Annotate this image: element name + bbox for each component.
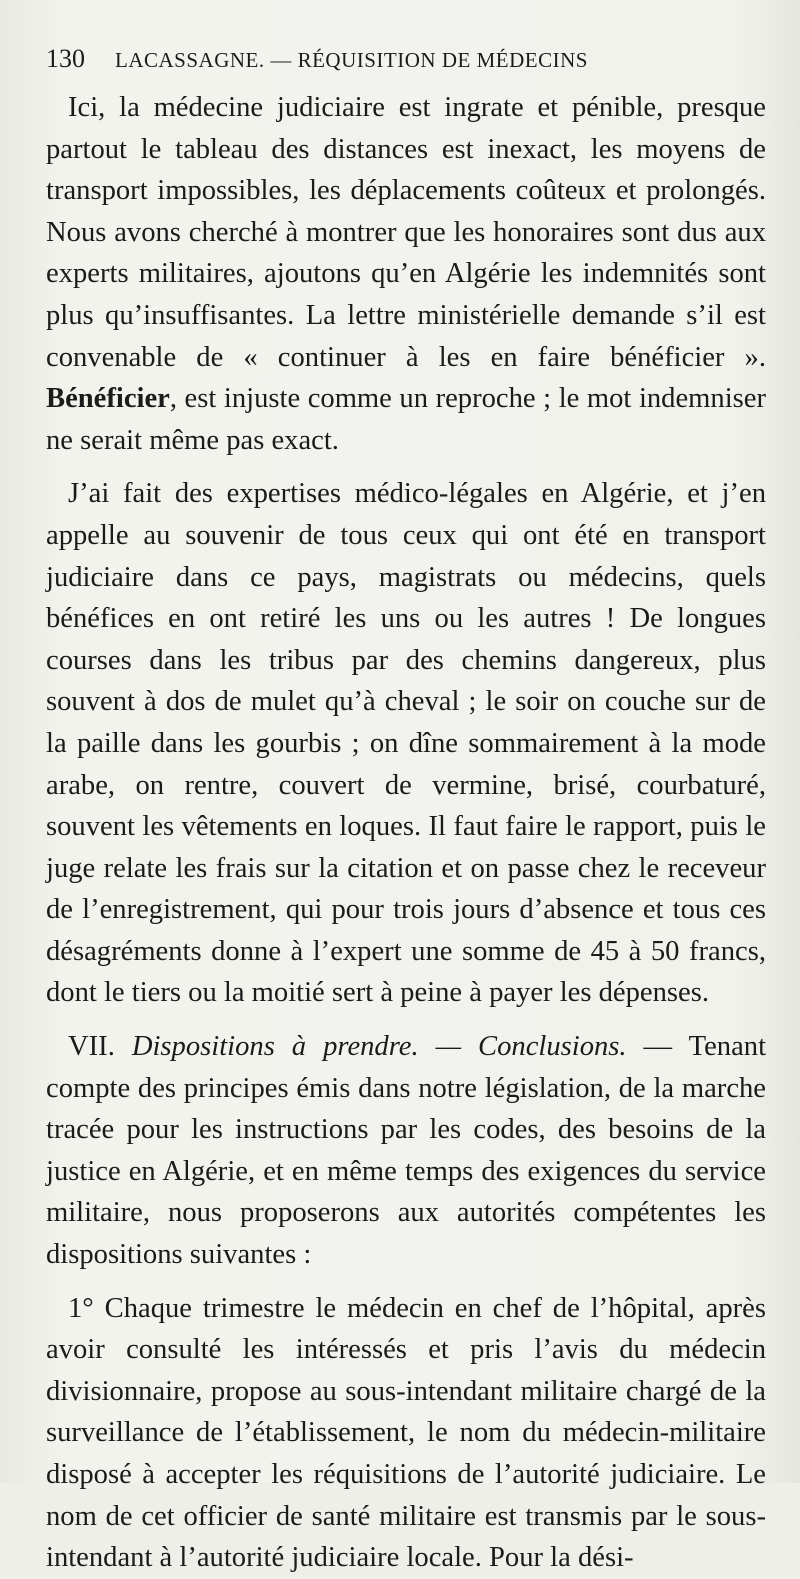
paragraph-3-text: — Tenant compte des principes émis dans notre législation, de la marche tracée pour les instructions par les codes, des besoins de la justice en Algérie, et en même temps des exigences du service militaire, nous proposerons aux autorités compétentes les dispositions suivantes : [46, 1031, 767, 1271]
paragraph-1-text: Ici, la médecine judiciaire est ingrate et pénible, presque partout le tableau des distances est inexact, les moyens de transport impossibles, les déplacements coûteux et prolongés. Nous avons cherché à montrer que les honoraires sont dus aux experts militaires, ajoutons qu’en Algérie les indemnités sont plus qu’insuffisantes. La lettre ministérielle demande s’il est convenable de « continuer à les en faire bénéficier ». [46, 92, 766, 373]
running-title: LACASSAGNE. — RÉQUISITION DE MÉDECINS [115, 48, 588, 72]
paragraph-3 [46, 1026, 766, 1276]
paragraph-4: 1° Chaque trimestre le médecin en chef de l’hôpital, après avoir consulté les intéressés et pris l’avis du médecin divisionnaire, propose au sous-intendant militaire chargé de la surveillance de l’établissement, le nom du médecin-militaire disposé à accepter les réquisitions de l’autorité judiciaire. Le nom de cet officier de santé militaire est transmis par le sous-intendant à l’autorité judiciaire locale. Pour la dési- [46, 1292, 766, 1574]
page-number: 130 [46, 44, 85, 73]
paragraph-1-end: , est injuste comme un reproche ; le mot indemniser ne serait même pas exact. [46, 383, 766, 456]
paragraph-1 [46, 87, 766, 461]
section-title: Dispositions à prendre. — Conclusions. [131, 1031, 627, 1063]
paragraph-1-bold-word: Bénéficier [46, 383, 170, 415]
section-number: VII. [68, 1031, 115, 1063]
body-text [46, 87, 766, 1579]
paragraph-2: J’ai fait des expertises médico-légales en Algérie, et j’en appelle au souvenir de tous ceux qui ont été en transport judiciaire dans ce pays, magistrats ou médecins, quels bénéfices en ont retiré les uns ou les autres ! De longues courses dans les tribus par des chemins dangereux, plus souvent à dos de mulet qu’à cheval ; le soir on couche sur de la paille dans les gourbis ; on dîne sommairement à la mode arabe, on rentre, couvert de vermine, brisé, courbaturé, souvent les vêtements en loques. Il faut faire le rapport, puis le juge relate les frais sur la citation et on passe chez le receveur de l’enregistrement, qui pour trois jours d’absence et tous ces désagréments donne à l’expert une somme de 45 à 50 francs, dont le tiers ou la moitié sert à peine à payer les dépenses. [46, 478, 766, 1009]
page-header [46, 0, 766, 84]
